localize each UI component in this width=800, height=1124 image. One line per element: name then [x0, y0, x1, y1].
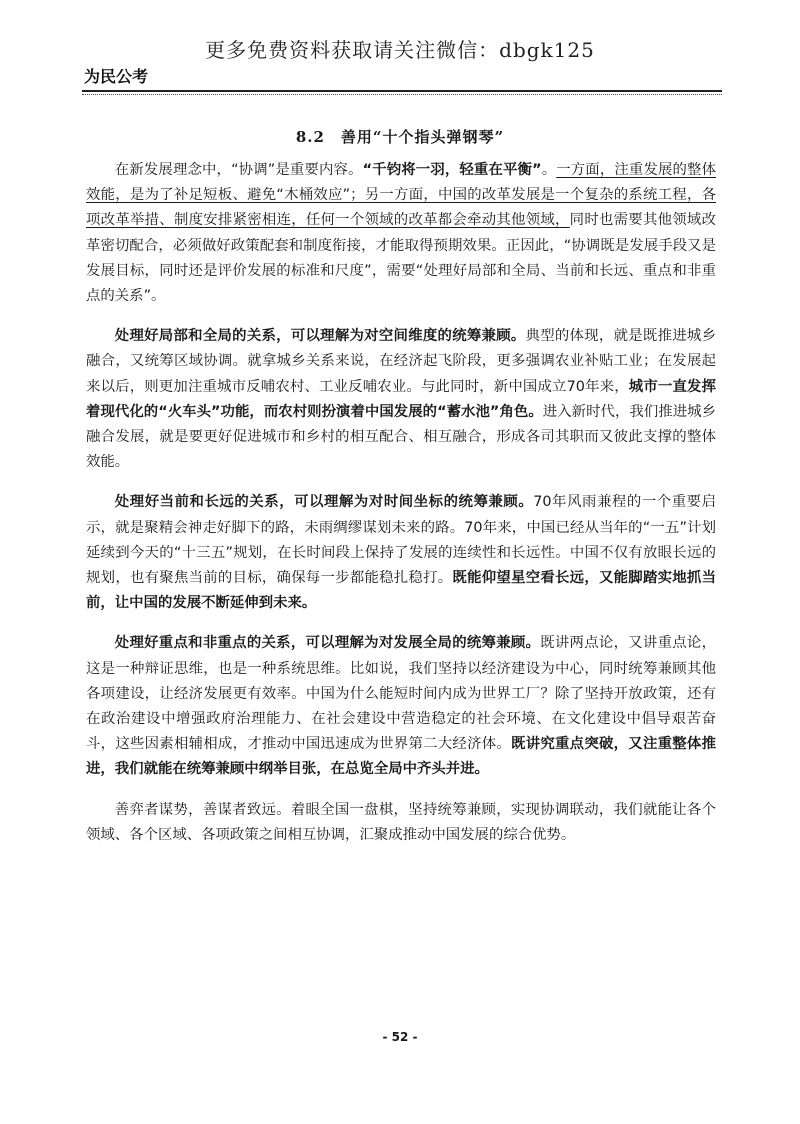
paragraph-2 [86, 324, 716, 475]
bold-text-run: 既讲究重点突破，又注重整体推进，我们就能在统筹兼顾中纲举目张，在总览全局中齐头并进。 [86, 736, 716, 778]
bold-text-run: 处理好当前和长远的关系，可以理解为对时间坐标的统筹兼顾。 [114, 494, 534, 511]
text-run: 70年风雨兼程的一个重要启示，就是聚精会神走好脚下的路，未雨绸缪谋划未来的路。70年来，中国已经从当年的“一五”计划延续到今天的“十三五”规划，在长时间段上保持了发展的连续性和长远性。中国不仅有放眼长远的规划，也有聚焦当前的目标，确保每一步都能稳扎稳打。 [86, 494, 716, 587]
paragraph-4 [86, 631, 716, 782]
text-run: 在新发展理念中，“协调”是重要内容。 [114, 162, 363, 178]
article-body [86, 158, 716, 863]
paragraph-5 [86, 798, 716, 848]
watermark-text: 更多免费资料获取请关注微信：dbgk125 [205, 38, 595, 62]
text-run: 典型的体现，就是既推进城乡融合，又统筹区域协调。就拿城乡关系来说，在经济起飞阶段，更多强调农业补贴工业；在发展起来以后，则更加注重城市反哺农村、工业反哺农业。与此同时，新中国成立70年来， [86, 328, 716, 395]
paragraph-3 [86, 490, 716, 616]
header-rule [82, 90, 722, 92]
text-run: 。 [541, 162, 557, 178]
bold-text-run: “千钧将一羽，轻重在平衡” [362, 162, 542, 178]
text-run: 善弈者谋势，善谋者致远。着眼全国一盘棋，坚持统筹兼顾，实现协调联动，我们就能让各个领域、各个区域、各项政策之间相互协调，汇聚成推动中国发展的综合优势。 [86, 801, 716, 843]
text-run: 进入新时代，我们推进城乡融合发展，就是要更好促进城市和乡村的相互配合、相互融合，形成各司其职而又彼此支撑的整体效能。 [86, 403, 716, 471]
paragraph-1 [86, 158, 716, 309]
bold-text-run: 处理好重点和非重点的关系，可以理解为对发展全局的统筹兼顾。 [114, 635, 541, 652]
text-run: 同时也需要其他领域改革密切配合，必须做好政策配套和制度衔接，才能取得预期效果。正因此，“协调既是发展手段又是发展目标，同时还是评价发展的标准和尺度”，需要“处理好局部和全局、当前和长远、重点和非重点的关系”。 [86, 212, 716, 305]
header-rule-dotted [82, 94, 722, 95]
page-number: - 52 - [382, 1030, 418, 1044]
header-label: 为民公考 [84, 67, 149, 86]
text-run: 既讲两点论，又讲重点论，这是一种辩证思维，也是一种系统思维。比如说，我们坚持以经济建设为中心，同时统筹兼顾其他各项建设，让经济发展更有效率。中国为什么能短时间内成为世界工厂？除了坚持开放政策，还有在政治建设中增强政府治理能力、在社会建设中营造稳定的社会环境、在文化建设中倡导艰苦奋斗，这些因素相辅相成，才推动中国迅速成为世界第二大经济体。 [86, 635, 716, 753]
section-title: 8.2 善用“十个指头弹钢琴” [295, 128, 505, 146]
bold-text-run: 城市一直发挥着现代化的“火车头”功能，而农村则扮演着中国发展的“蓄水池”角色。 [86, 378, 716, 420]
underlined-text-run: 一方面，注重发展的整体效能，是为了补足短板、避免“木桶效应”；另一方面，中国的改革发展是一个复杂的系统工程，各项改革举措、制度安排紧密相连，任何一个领域的改革都会牵动其他领域， [86, 162, 716, 229]
bold-text-run: 处理好局部和全局的关系，可以理解为对空间维度的统筹兼顾。 [114, 328, 526, 345]
bold-text-run: 既能仰望星空看长远，又能脚踏实地抓当前，让中国的发展不断延伸到未来。 [86, 570, 716, 612]
